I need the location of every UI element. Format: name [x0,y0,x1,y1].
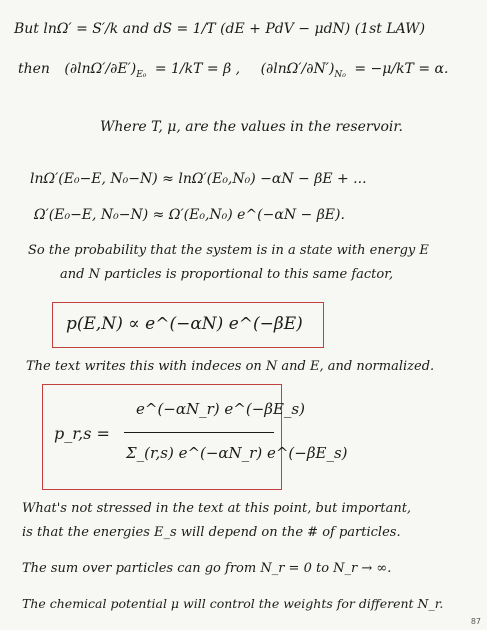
line-not-stressed: What's not stressed in the text at this point, but important, [22,501,412,516]
fraction-bar [124,432,274,433]
line-sum-particles: The sum over particles can go from N_r = 0 to N_r → ∞. [22,561,392,576]
normalized-lhs: p_r,s = [54,424,110,443]
line-first-law: But lnΩ′ = S′/k and dS = 1/T (dE + PdV − μdN) (1st LAW) [14,21,426,37]
line-derivatives [18,62,448,80]
deriv-number-sub: N₀ [334,69,346,80]
then-label: then [18,61,50,77]
beta-eq: = 1/kT = β , [154,61,241,77]
deriv-energy: (∂lnΩ′/∂E′) [64,61,137,77]
line-expansion: lnΩ′(E₀−E, N₀−N) ≈ lnΩ′(E₀,N₀) −αN − βE + ... [30,171,367,187]
line-exponential: Ω′(E₀−E, N₀−N) ≈ Ω′(E₀,N₀) e^(−αN − βE). [34,207,345,223]
normalized-numerator: e^(−αN_r) e^(−βE_s) [136,400,305,418]
line-probability-1: So the probability that the system is in a state with energy E [28,243,429,258]
line-probability-2: and N particles is proportional to this same factor, [60,267,394,282]
normalized-denominator: Σ_(r,s) e^(−αN_r) e^(−βE_s) [126,444,348,462]
alpha-eq: = −μ/kT = α. [354,61,449,77]
line-energies-depend: is that the energies E_s will depend on the # of particles. [22,525,401,540]
proportionality-formula: p(E,N) ∝ e^(−αN) e^(−βE) [66,314,303,334]
deriv-energy-sub: E₀ [136,69,147,80]
line-indices: The text writes this with indeces on N and E, and normalized. [26,359,435,374]
line-reservoir: Where T, μ, are the values in the reservoir. [100,119,404,135]
page-number: 87 [470,617,481,626]
deriv-number: (∂lnΩ′/∂N′) [260,61,335,77]
line-chemical-potential: The chemical potential μ will control the weights for different N_r. [22,596,444,611]
